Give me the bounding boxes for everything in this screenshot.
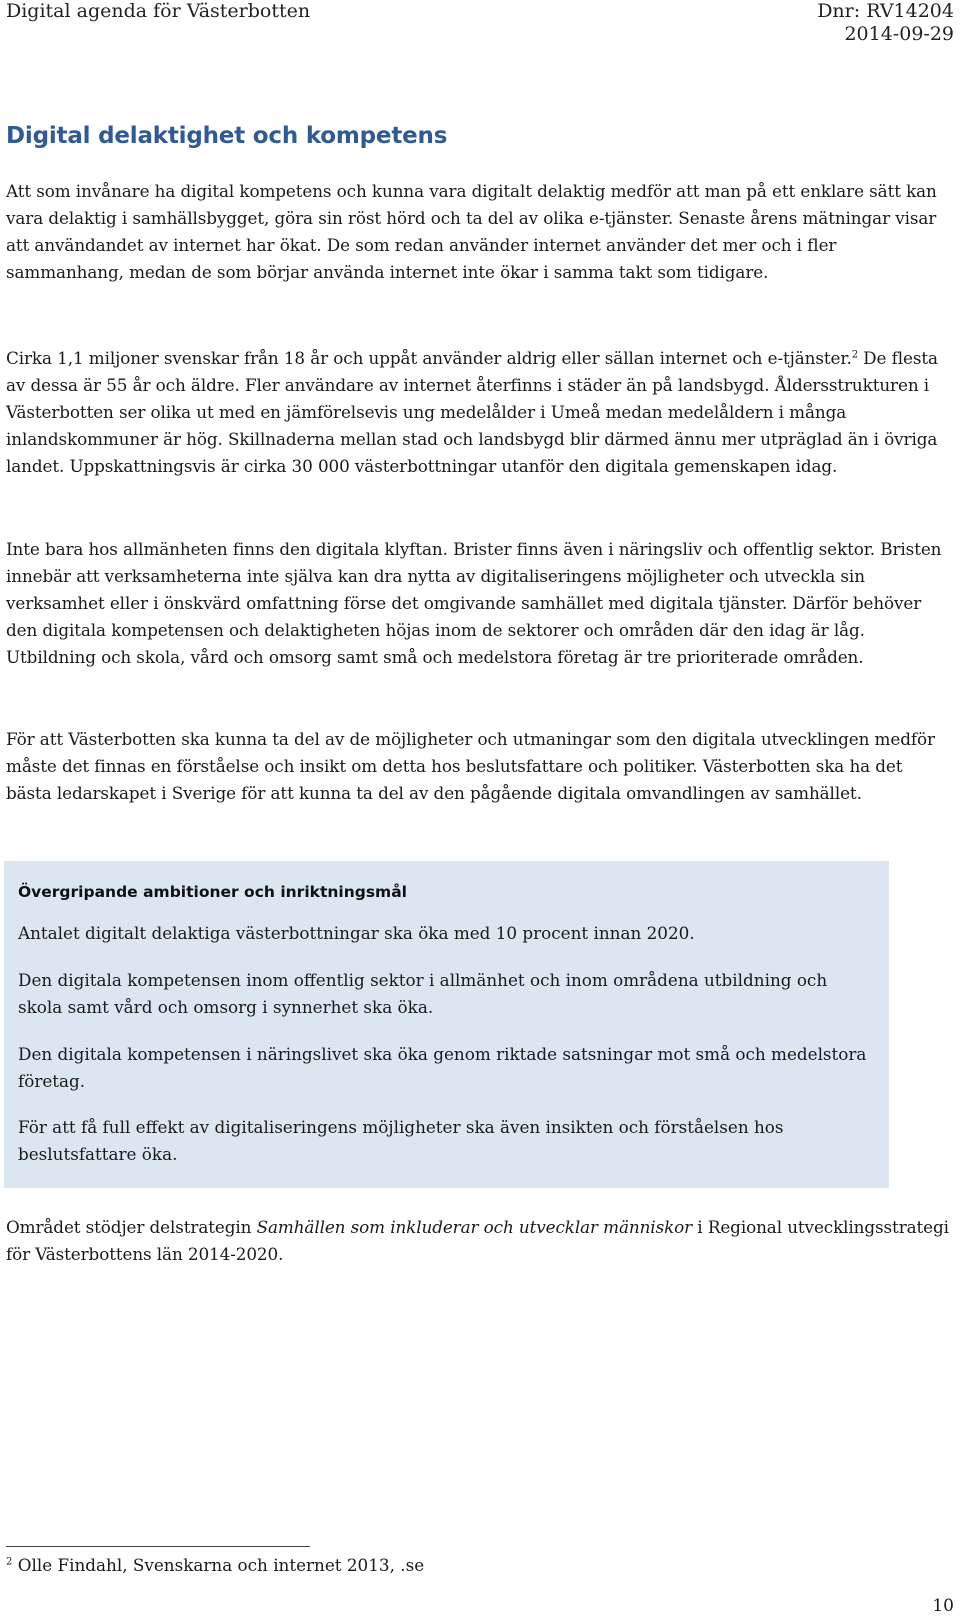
- document-number: Dnr: RV14204: [817, 0, 954, 22]
- ambition-item: Den digitala kompetensen i näringslivet ska öka genom riktade satsningar mot små och medelstora företag.: [18, 1044, 867, 1091]
- strategy-name: Samhällen som inkluderar och utvecklar människor: [256, 1217, 693, 1237]
- paragraph-sectors: Inte bara hos allmänheten finns den digitala klyftan. Brister finns även i näringsliv och offentlig sektor. Bristen innebär att verksamheterna inte själva kan dra nytta av digitaliseringens möjligheter och utveckla sin verksamhet eller i önskvärd omfattning förse det omgivande samhället med digitala tjänster. Därför behöver den digitala kompetensen och delaktigheten höjas inom de sektorer och områden där den idag är låg. Utbildning och skola, vård och omsorg samt små och medelstora företag är tre prioriterade områden.: [6, 539, 942, 667]
- ambition-item: Antalet digitalt delaktiga västerbottningar ska öka med 10 procent innan 2020.: [18, 923, 695, 943]
- ambition-item: För att få full effekt av digitaliseringens möjligheter ska även insikten och förståelsen hos beslutsfattare öka.: [18, 1117, 784, 1164]
- paragraph-leadership: För att Västerbotten ska kunna ta del av de möjligheter och utmaningar som den digitala utvecklingen medför måste det finnas en förståelse och insikt om detta hos beslutsfattare och politiker. Västerbotten ska ha det bästa ledarskapet i Sverige för att kunna ta del av den pågående digitala omvandlingen av samhället.: [6, 729, 935, 803]
- paragraph-intro: Att som invånare ha digital kompetens och kunna vara digitalt delaktig medför att man på ett enklare sätt kan vara delaktig i samhällsbygget, göra sin röst hörd och ta del av olika e-tjänster. Senaste årens mätningar visar att användandet av internet har ökat. De som redan använder internet använder det mer och i fler sammanhang, medan de som börjar använda internet inte ökar i samma takt som tidigare.: [6, 181, 937, 282]
- footnote-text: Olle Findahl, Svenskarna och internet 2013, .se: [12, 1555, 425, 1575]
- paragraph-strategy: [6, 1214, 950, 1268]
- paragraph-statistics-text-1: Cirka 1,1 miljoner svenskar från 18 år och uppåt använder aldrig eller sällan internet och e-tjänster.: [6, 348, 852, 368]
- ambitions-box: [4, 861, 889, 1188]
- footnote-divider: [6, 1546, 310, 1547]
- document-title-header: Digital agenda för Västerbotten: [6, 0, 311, 22]
- footnote: [6, 1553, 424, 1577]
- section-heading: Digital delaktighet och kompetens: [6, 123, 448, 149]
- ambitions-box-title: Övergripande ambitioner och inriktningsmål: [18, 883, 407, 901]
- strategy-text-after: i Regional utvecklingsstrategi för Västerbottens län 2014-2020.: [6, 1217, 949, 1264]
- ambition-item: Den digitala kompetensen inom offentlig sektor i allmänhet och inom områdena utbildning och skola samt vård och omsorg i synnerhet ska öka.: [18, 970, 828, 1017]
- document-date: 2014-09-29: [844, 23, 954, 45]
- footnote-reference: 2: [851, 349, 858, 361]
- paragraph-statistics-text-2: De flesta av dessa är 55 år och äldre. Fler användare av internet återfinns i städer än på landsbygd. Åldersstrukturen i Västerbotten ser olika ut med en jämförelsevis ung medelålder i Umeå medan medelåldern i många inlandskommuner är hög. Skillnaderna mellan stad och landsbygd blir därmed ännu mer utpräglad än i övriga landet. Uppskattningsvis är cirka 30 000 västerbottningar utanför den digitala gemenskapen idag.: [6, 348, 938, 476]
- footnote-number: 2: [6, 1556, 13, 1568]
- strategy-text-before: Området stödjer delstrategin: [6, 1217, 257, 1237]
- document-meta-header: [817, 0, 954, 46]
- page-number: 10: [932, 1596, 954, 1616]
- paragraph-statistics: [6, 345, 950, 480]
